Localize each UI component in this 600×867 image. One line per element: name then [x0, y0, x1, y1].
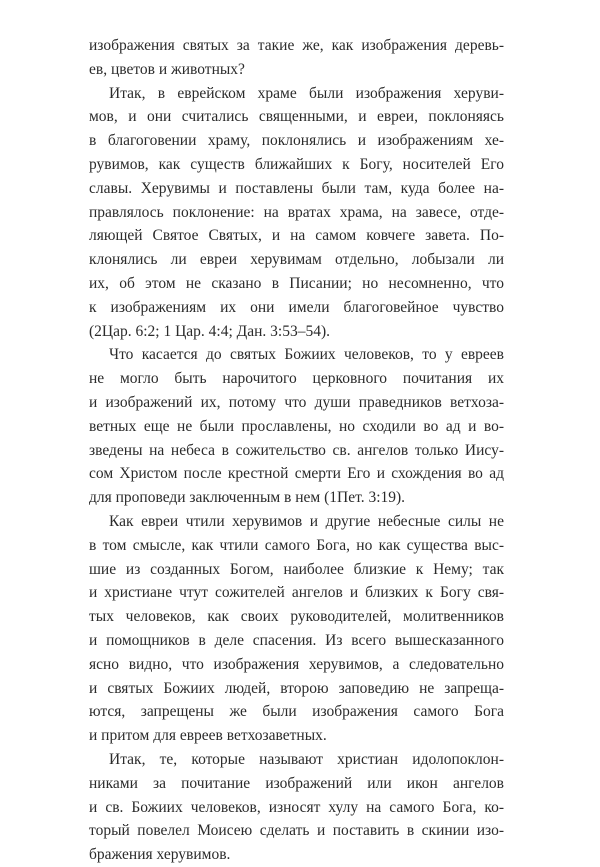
- paragraph: [89, 34, 504, 82]
- paragraph: [89, 510, 504, 748]
- text-line: Итак, те, которые называют христиан идолопоклон-: [109, 750, 504, 768]
- text-line: клонялись ли евреи херувимам отдельно, лобызали ли: [89, 251, 504, 269]
- text-line: и святых Божиих людей, второю заповедию не запреща-: [89, 679, 504, 697]
- text-line: ев, цветов и животных?: [89, 60, 245, 78]
- paragraph: [89, 343, 504, 510]
- text-line: никами за почитание изображений или икон ангелов: [89, 774, 504, 792]
- text-line: бражения херувимов.: [89, 846, 231, 864]
- text-line: правлялось поклонение: на вратах храма, на завесе, отде-: [89, 203, 504, 221]
- text-line: не могло быть нарочитого церковного почитания их: [89, 370, 504, 388]
- text-line: в благоговении храму, поклонялись и изображениям хе-: [89, 132, 504, 150]
- text-line: зведены на небеса в сожительство св. ангелов только Иису-: [89, 441, 504, 459]
- text-line: для проповеди заключенным в нем (1Пет. 3:19).: [89, 489, 406, 507]
- text-line: славы. Херувимы и поставлены были там, куда более на-: [89, 179, 504, 197]
- text-line: шие из созданных Богом, наиболее близкие к Нему; так: [89, 560, 504, 578]
- text-line: ветных еще не были прославлены, но сходили во ад и во-: [89, 417, 504, 435]
- text-line: мов, и они считались священными, и евреи, поклоняясь: [89, 108, 504, 126]
- page-text: [89, 34, 504, 867]
- text-line: в том смысле, как чтили самого Бога, но как существа выс-: [89, 536, 504, 554]
- text-line: их, об этом не сказано в Писании; но несомненно, что: [89, 274, 504, 292]
- text-line: (2Цар. 6:2; 1 Цар. 4:4; Дан. 3:53–54).: [89, 322, 330, 340]
- paragraph: [89, 748, 504, 867]
- text-line: Итак, в еврейском храме были изображения херуви-: [109, 84, 504, 102]
- text-line: тых человеков, как своих руководителей, молитвенников: [89, 608, 504, 626]
- text-line: Как евреи чтили херувимов и другие небесные силы не: [109, 512, 504, 530]
- text-line: ляющей Святое Святых, и на самом ковчеге завета. По-: [89, 227, 504, 245]
- paragraph: [89, 82, 504, 344]
- text-line: и изображений их, потому что души праведников ветхоза-: [89, 393, 504, 411]
- text-line: торый повелел Моисею сделать и поставить в скинии изо-: [89, 822, 504, 840]
- text-line: ются, запрещены же были изображения самого Бога: [89, 703, 504, 721]
- text-line: ясно видно, что изображения херувимов, а следовательно: [89, 655, 504, 673]
- text-line: и помощников в деле спасения. Из всего вышесказанного: [89, 631, 504, 649]
- text-line: сом Христом после крестной смерти Его и схождения во ад: [89, 465, 504, 483]
- text-line: рувимов, как существ ближайших к Богу, носителей Его: [89, 155, 504, 173]
- text-line: и христиане чтут сожителей ангелов и близких к Богу свя-: [89, 584, 504, 602]
- text-line: и св. Божиих человеков, износят хулу на самого Бога, ко-: [89, 798, 504, 816]
- text-line: к изображениям их они имели благоговейное чувство: [89, 298, 504, 316]
- text-line: Что касается до святых Божиих человеков, то у евреев: [109, 346, 504, 364]
- text-line: изображения святых за такие же, как изображения деревь-: [89, 37, 504, 54]
- text-line: и притом для евреев ветхозаветных.: [89, 727, 327, 745]
